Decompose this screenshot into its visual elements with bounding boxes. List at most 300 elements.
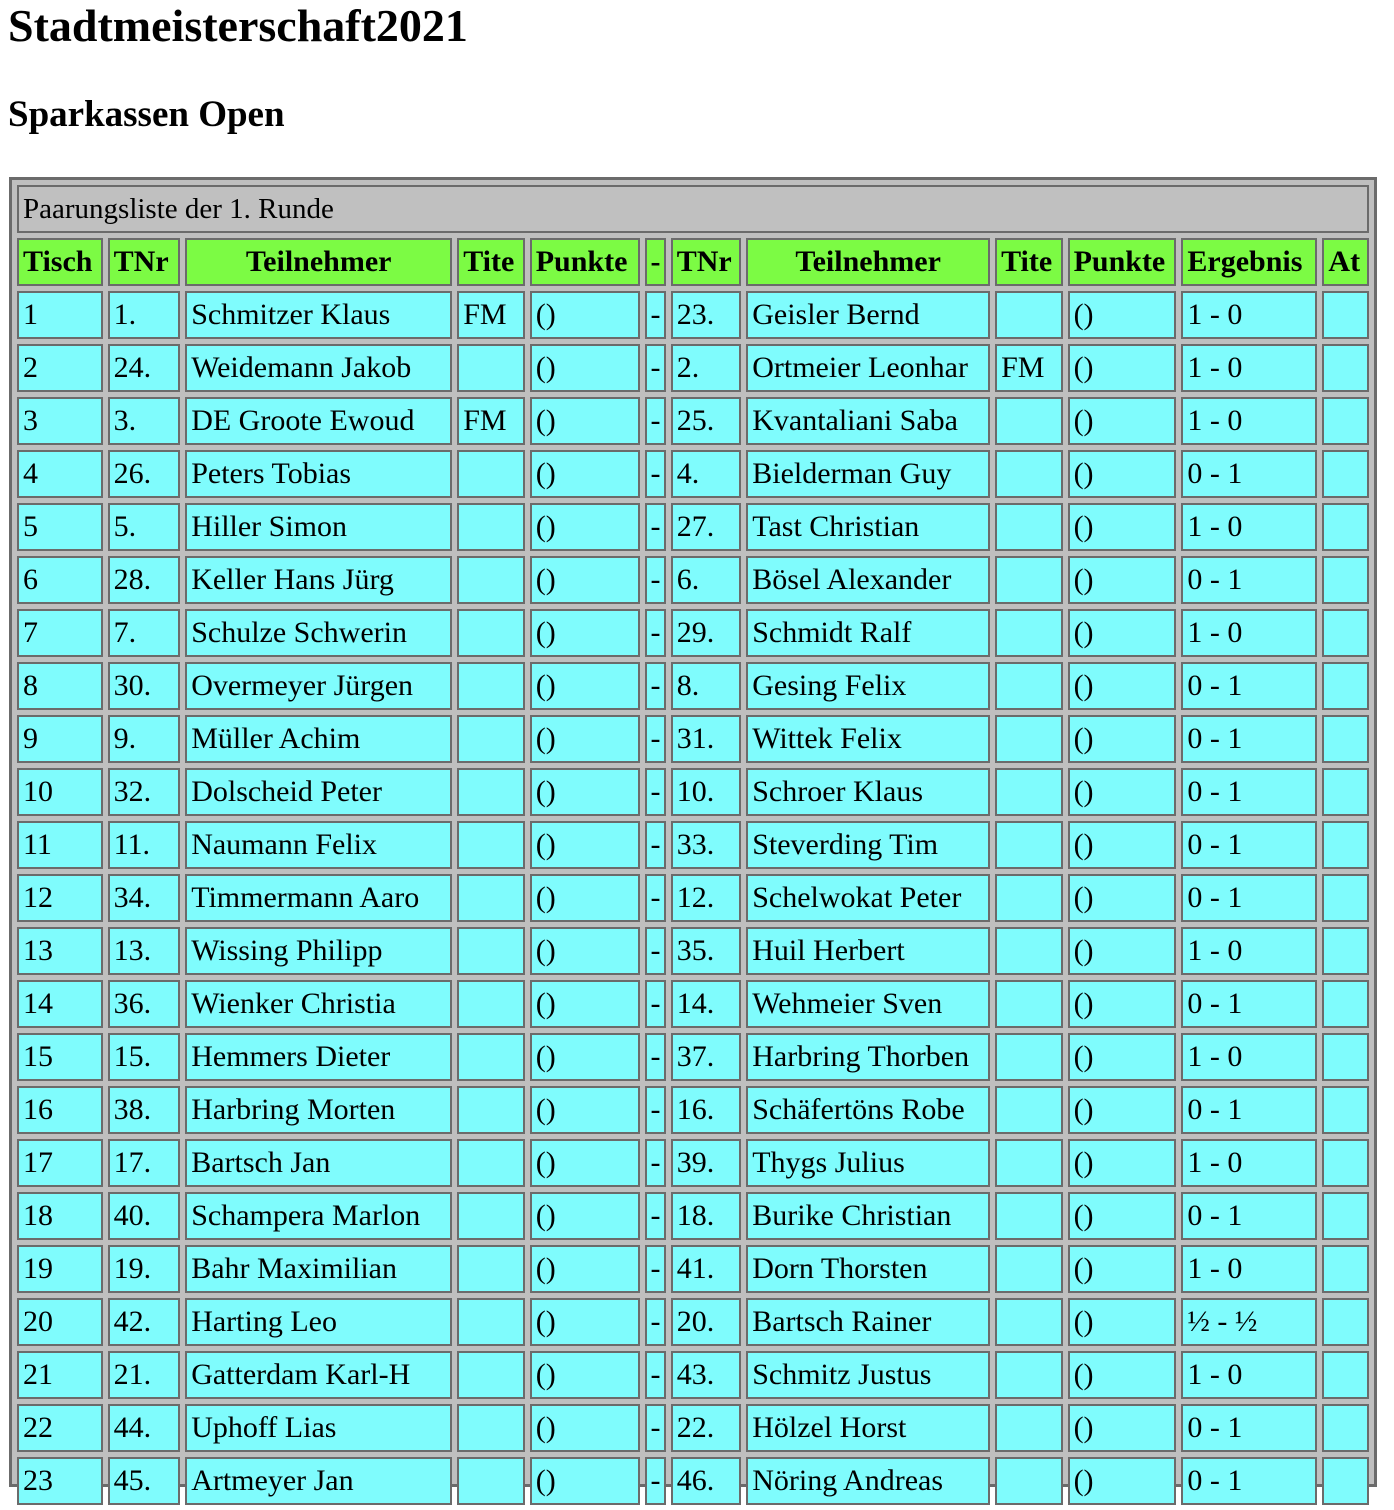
- page-subtitle: Sparkassen Open: [8, 94, 285, 135]
- title-white-cell: [457, 1086, 525, 1134]
- title-white-cell: [457, 662, 525, 710]
- result-cell: 1 - 0: [1181, 1139, 1317, 1187]
- table-row: [17, 1351, 1369, 1399]
- player-black-cell: Nöring Andreas: [746, 1457, 990, 1505]
- title-white-cell: [457, 927, 525, 975]
- tnr-black-cell: 16.: [671, 1086, 742, 1134]
- points-black-cell: (): [1068, 1404, 1177, 1452]
- result-cell: 1 - 0: [1181, 1351, 1317, 1399]
- tnr-white-cell: 36.: [108, 980, 181, 1028]
- tisch-cell: 10: [17, 768, 103, 816]
- points-white-cell: (): [530, 450, 640, 498]
- at-cell: [1322, 980, 1369, 1028]
- tnr-white-cell: 26.: [108, 450, 181, 498]
- player-black-cell: Burike Christian: [746, 1192, 990, 1240]
- points-black-cell: (): [1068, 1033, 1177, 1081]
- table-row: [17, 662, 1369, 710]
- table-row: [17, 344, 1369, 392]
- points-black-cell: (): [1068, 980, 1177, 1028]
- tisch-cell: 4: [17, 450, 103, 498]
- separator-cell: -: [645, 980, 666, 1028]
- player-black-cell: Schmitz Justus: [746, 1351, 990, 1399]
- tnr-black-cell: 43.: [671, 1351, 742, 1399]
- player-black-cell: Schmidt Ralf: [746, 609, 990, 657]
- separator-cell: -: [645, 1351, 666, 1399]
- separator-cell: -: [645, 1298, 666, 1346]
- result-cell: 0 - 1: [1181, 1457, 1317, 1505]
- title-black-cell: [995, 1298, 1063, 1346]
- title-white-cell: [457, 450, 525, 498]
- tnr-black-cell: 41.: [671, 1245, 742, 1293]
- player-black-cell: Kvantaliani Saba: [746, 397, 990, 445]
- player-white-cell: Peters Tobias: [185, 450, 452, 498]
- tnr-black-cell: 6.: [671, 556, 742, 604]
- points-black-cell: (): [1068, 821, 1177, 869]
- tnr-white-cell: 15.: [108, 1033, 181, 1081]
- tnr-white-cell: 19.: [108, 1245, 181, 1293]
- at-cell: [1322, 503, 1369, 551]
- tisch-cell: 16: [17, 1086, 103, 1134]
- points-black-cell: (): [1068, 1139, 1177, 1187]
- tnr-white-cell: 32.: [108, 768, 181, 816]
- title-black-cell: [995, 1404, 1063, 1452]
- tnr-black-cell: 20.: [671, 1298, 742, 1346]
- separator-cell: -: [645, 1404, 666, 1452]
- tnr-white-cell: 7.: [108, 609, 181, 657]
- at-cell: [1322, 874, 1369, 922]
- separator-cell: -: [645, 768, 666, 816]
- tisch-cell: 5: [17, 503, 103, 551]
- at-cell: [1322, 1086, 1369, 1134]
- tisch-cell: 15: [17, 1033, 103, 1081]
- player-black-cell: Schelwokat Peter: [746, 874, 990, 922]
- tisch-cell: 8: [17, 662, 103, 710]
- points-white-cell: (): [530, 1086, 640, 1134]
- tisch-cell: 21: [17, 1351, 103, 1399]
- player-white-cell: DE Groote Ewoud: [185, 397, 452, 445]
- points-white-cell: (): [530, 1457, 640, 1505]
- title-black-cell: [995, 609, 1063, 657]
- points-black-cell: (): [1068, 715, 1177, 763]
- points-white-cell: (): [530, 874, 640, 922]
- player-black-cell: Hölzel Horst: [746, 1404, 990, 1452]
- tisch-cell: 14: [17, 980, 103, 1028]
- header-punkte-black: Punkte: [1068, 238, 1177, 286]
- tnr-black-cell: 25.: [671, 397, 742, 445]
- separator-cell: -: [645, 1457, 666, 1505]
- table-row: [17, 874, 1369, 922]
- title-black-cell: [995, 662, 1063, 710]
- points-white-cell: (): [530, 1033, 640, 1081]
- title-black-cell: [995, 1086, 1063, 1134]
- title-black-cell: [995, 1139, 1063, 1187]
- player-black-cell: Dorn Thorsten: [746, 1245, 990, 1293]
- title-white-cell: [457, 1404, 525, 1452]
- player-white-cell: Wienker Christia: [185, 980, 452, 1028]
- title-black-cell: [995, 291, 1063, 339]
- at-cell: [1322, 1245, 1369, 1293]
- player-white-cell: Dolscheid Peter: [185, 768, 452, 816]
- player-white-cell: Schmitzer Klaus: [185, 291, 452, 339]
- table-row: [17, 768, 1369, 816]
- tnr-white-cell: 21.: [108, 1351, 181, 1399]
- player-black-cell: Tast Christian: [746, 503, 990, 551]
- tnr-white-cell: 40.: [108, 1192, 181, 1240]
- player-white-cell: Overmeyer Jürgen: [185, 662, 452, 710]
- title-white-cell: [457, 503, 525, 551]
- separator-cell: -: [645, 715, 666, 763]
- title-black-cell: [995, 450, 1063, 498]
- player-white-cell: Müller Achim: [185, 715, 452, 763]
- table-caption: Paarungsliste der 1. Runde: [17, 185, 1369, 233]
- player-white-cell: Hemmers Dieter: [185, 1033, 452, 1081]
- tisch-cell: 7: [17, 609, 103, 657]
- tnr-black-cell: 2.: [671, 344, 742, 392]
- player-black-cell: Huil Herbert: [746, 927, 990, 975]
- title-white-cell: [457, 1351, 525, 1399]
- tnr-white-cell: 34.: [108, 874, 181, 922]
- result-cell: 0 - 1: [1181, 715, 1317, 763]
- player-black-cell: Geisler Bernd: [746, 291, 990, 339]
- tnr-black-cell: 35.: [671, 927, 742, 975]
- player-black-cell: Schäfertöns Robe: [746, 1086, 990, 1134]
- player-black-cell: Bielderman Guy: [746, 450, 990, 498]
- title-white-cell: [457, 821, 525, 869]
- separator-cell: -: [645, 556, 666, 604]
- player-black-cell: Thygs Julius: [746, 1139, 990, 1187]
- points-black-cell: (): [1068, 927, 1177, 975]
- header-at: At: [1322, 238, 1369, 286]
- tnr-black-cell: 27.: [671, 503, 742, 551]
- player-black-cell: Bösel Alexander: [746, 556, 990, 604]
- tnr-black-cell: 4.: [671, 450, 742, 498]
- table-row: [17, 1192, 1369, 1240]
- player-black-cell: Bartsch Rainer: [746, 1298, 990, 1346]
- title-white-cell: [457, 1245, 525, 1293]
- tnr-white-cell: 42.: [108, 1298, 181, 1346]
- result-cell: 0 - 1: [1181, 1404, 1317, 1452]
- result-cell: 1 - 0: [1181, 1033, 1317, 1081]
- at-cell: [1322, 768, 1369, 816]
- tisch-cell: 18: [17, 1192, 103, 1240]
- tnr-black-cell: 14.: [671, 980, 742, 1028]
- points-black-cell: (): [1068, 344, 1177, 392]
- header-ergebnis: Ergebnis: [1181, 238, 1317, 286]
- tnr-white-cell: 45.: [108, 1457, 181, 1505]
- player-white-cell: Schulze Schwerin: [185, 609, 452, 657]
- tnr-black-cell: 46.: [671, 1457, 742, 1505]
- title-black-cell: [995, 1033, 1063, 1081]
- player-white-cell: Harbring Morten: [185, 1086, 452, 1134]
- title-black-cell: [995, 821, 1063, 869]
- tnr-white-cell: 24.: [108, 344, 181, 392]
- points-black-cell: (): [1068, 291, 1177, 339]
- separator-cell: -: [645, 1245, 666, 1293]
- tisch-cell: 2: [17, 344, 103, 392]
- result-cell: 0 - 1: [1181, 450, 1317, 498]
- player-black-cell: Ortmeier Leonhar: [746, 344, 990, 392]
- page-title: Stadtmeisterschaft2021: [8, 0, 468, 51]
- separator-cell: -: [645, 1033, 666, 1081]
- title-white-cell: [457, 1298, 525, 1346]
- separator-cell: -: [645, 1086, 666, 1134]
- tisch-cell: 1: [17, 291, 103, 339]
- player-black-cell: Steverding Tim: [746, 821, 990, 869]
- points-white-cell: (): [530, 1298, 640, 1346]
- table-row: [17, 927, 1369, 975]
- title-black-cell: [995, 397, 1063, 445]
- separator-cell: -: [645, 874, 666, 922]
- tisch-cell: 6: [17, 556, 103, 604]
- tnr-white-cell: 1.: [108, 291, 181, 339]
- tnr-black-cell: 33.: [671, 821, 742, 869]
- points-black-cell: (): [1068, 662, 1177, 710]
- at-cell: [1322, 609, 1369, 657]
- at-cell: [1322, 715, 1369, 763]
- at-cell: [1322, 1192, 1369, 1240]
- at-cell: [1322, 1139, 1369, 1187]
- player-white-cell: Wissing Philipp: [185, 927, 452, 975]
- at-cell: [1322, 397, 1369, 445]
- header-punkte-white: Punkte: [530, 238, 640, 286]
- title-black-cell: FM: [995, 344, 1063, 392]
- points-white-cell: (): [530, 821, 640, 869]
- tnr-black-cell: 22.: [671, 1404, 742, 1452]
- points-black-cell: (): [1068, 397, 1177, 445]
- points-black-cell: (): [1068, 503, 1177, 551]
- at-cell: [1322, 662, 1369, 710]
- at-cell: [1322, 1033, 1369, 1081]
- table-row: [17, 1139, 1369, 1187]
- at-cell: [1322, 1298, 1369, 1346]
- title-white-cell: [457, 609, 525, 657]
- tisch-cell: 22: [17, 1404, 103, 1452]
- result-cell: 1 - 0: [1181, 927, 1317, 975]
- tnr-white-cell: 13.: [108, 927, 181, 975]
- pairings-table: [12, 180, 1374, 1510]
- table-row: [17, 450, 1369, 498]
- points-black-cell: (): [1068, 1351, 1177, 1399]
- player-black-cell: Wehmeier Sven: [746, 980, 990, 1028]
- points-white-cell: (): [530, 927, 640, 975]
- result-cell: 1 - 0: [1181, 609, 1317, 657]
- tisch-cell: 3: [17, 397, 103, 445]
- table-row: [17, 1457, 1369, 1505]
- points-white-cell: (): [530, 662, 640, 710]
- points-white-cell: (): [530, 1192, 640, 1240]
- points-white-cell: (): [530, 1404, 640, 1452]
- player-white-cell: Keller Hans Jürg: [185, 556, 452, 604]
- at-cell: [1322, 927, 1369, 975]
- points-white-cell: (): [530, 1351, 640, 1399]
- player-white-cell: Harting Leo: [185, 1298, 452, 1346]
- title-black-cell: [995, 1192, 1063, 1240]
- header-tnr-white: TNr: [108, 238, 181, 286]
- points-white-cell: (): [530, 768, 640, 816]
- at-cell: [1322, 291, 1369, 339]
- title-white-cell: [457, 344, 525, 392]
- tnr-black-cell: 18.: [671, 1192, 742, 1240]
- points-black-cell: (): [1068, 1245, 1177, 1293]
- player-black-cell: Schroer Klaus: [746, 768, 990, 816]
- table-row: [17, 980, 1369, 1028]
- player-white-cell: Gatterdam Karl-H: [185, 1351, 452, 1399]
- title-white-cell: [457, 768, 525, 816]
- tisch-cell: 12: [17, 874, 103, 922]
- tnr-black-cell: 31.: [671, 715, 742, 763]
- header-titel-white: Tite: [457, 238, 525, 286]
- result-cell: 1 - 0: [1181, 503, 1317, 551]
- result-cell: 0 - 1: [1181, 1086, 1317, 1134]
- points-white-cell: (): [530, 556, 640, 604]
- tnr-black-cell: 39.: [671, 1139, 742, 1187]
- player-white-cell: Naumann Felix: [185, 821, 452, 869]
- points-white-cell: (): [530, 503, 640, 551]
- separator-cell: -: [645, 821, 666, 869]
- table-row: [17, 1404, 1369, 1452]
- result-cell: 0 - 1: [1181, 980, 1317, 1028]
- title-black-cell: [995, 874, 1063, 922]
- title-white-cell: [457, 874, 525, 922]
- table-row: [17, 556, 1369, 604]
- title-white-cell: [457, 1139, 525, 1187]
- title-white-cell: FM: [457, 397, 525, 445]
- tisch-cell: 23: [17, 1457, 103, 1505]
- header-tisch: Tisch: [17, 238, 103, 286]
- points-white-cell: (): [530, 609, 640, 657]
- tnr-white-cell: 11.: [108, 821, 181, 869]
- points-black-cell: (): [1068, 450, 1177, 498]
- result-cell: 0 - 1: [1181, 662, 1317, 710]
- title-white-cell: [457, 980, 525, 1028]
- tisch-cell: 11: [17, 821, 103, 869]
- points-white-cell: (): [530, 715, 640, 763]
- tnr-black-cell: 8.: [671, 662, 742, 710]
- at-cell: [1322, 1404, 1369, 1452]
- result-cell: 0 - 1: [1181, 1192, 1317, 1240]
- separator-cell: -: [645, 344, 666, 392]
- pairings-body: [17, 291, 1369, 1505]
- points-black-cell: (): [1068, 1457, 1177, 1505]
- title-black-cell: [995, 1457, 1063, 1505]
- header-teilnehmer-white: Teilnehmer: [185, 238, 452, 286]
- at-cell: [1322, 1457, 1369, 1505]
- result-cell: 0 - 1: [1181, 821, 1317, 869]
- title-black-cell: [995, 715, 1063, 763]
- at-cell: [1322, 821, 1369, 869]
- title-black-cell: [995, 768, 1063, 816]
- tnr-black-cell: 29.: [671, 609, 742, 657]
- separator-cell: -: [645, 662, 666, 710]
- title-white-cell: [457, 1192, 525, 1240]
- tnr-black-cell: 12.: [671, 874, 742, 922]
- points-black-cell: (): [1068, 1192, 1177, 1240]
- title-white-cell: FM: [457, 291, 525, 339]
- points-white-cell: (): [530, 291, 640, 339]
- tnr-white-cell: 5.: [108, 503, 181, 551]
- at-cell: [1322, 450, 1369, 498]
- points-black-cell: (): [1068, 768, 1177, 816]
- at-cell: [1322, 1351, 1369, 1399]
- result-cell: 1 - 0: [1181, 397, 1317, 445]
- tnr-black-cell: 23.: [671, 291, 742, 339]
- tisch-cell: 20: [17, 1298, 103, 1346]
- title-black-cell: [995, 927, 1063, 975]
- result-cell: 0 - 1: [1181, 874, 1317, 922]
- caption-row: [17, 185, 1369, 233]
- title-black-cell: [995, 1351, 1063, 1399]
- points-black-cell: (): [1068, 609, 1177, 657]
- separator-cell: -: [645, 1192, 666, 1240]
- tisch-cell: 9: [17, 715, 103, 763]
- player-white-cell: Bahr Maximilian: [185, 1245, 452, 1293]
- separator-cell: -: [645, 927, 666, 975]
- points-black-cell: (): [1068, 1086, 1177, 1134]
- points-black-cell: (): [1068, 556, 1177, 604]
- tnr-white-cell: 28.: [108, 556, 181, 604]
- title-white-cell: [457, 715, 525, 763]
- at-cell: [1322, 344, 1369, 392]
- player-black-cell: Wittek Felix: [746, 715, 990, 763]
- table-row: [17, 291, 1369, 339]
- tnr-white-cell: 44.: [108, 1404, 181, 1452]
- tnr-white-cell: 30.: [108, 662, 181, 710]
- player-white-cell: Hiller Simon: [185, 503, 452, 551]
- header-titel-black: Tite: [995, 238, 1063, 286]
- tnr-white-cell: 17.: [108, 1139, 181, 1187]
- result-cell: 1 - 0: [1181, 291, 1317, 339]
- player-black-cell: Gesing Felix: [746, 662, 990, 710]
- points-white-cell: (): [530, 344, 640, 392]
- title-white-cell: [457, 556, 525, 604]
- player-white-cell: Artmeyer Jan: [185, 1457, 452, 1505]
- header-tnr-black: TNr: [671, 238, 742, 286]
- points-white-cell: (): [530, 397, 640, 445]
- at-cell: [1322, 556, 1369, 604]
- result-cell: 0 - 1: [1181, 768, 1317, 816]
- points-white-cell: (): [530, 1245, 640, 1293]
- tisch-cell: 13: [17, 927, 103, 975]
- tnr-black-cell: 10.: [671, 768, 742, 816]
- tisch-cell: 19: [17, 1245, 103, 1293]
- points-white-cell: (): [530, 1139, 640, 1187]
- title-white-cell: [457, 1033, 525, 1081]
- points-white-cell: (): [530, 980, 640, 1028]
- title-black-cell: [995, 556, 1063, 604]
- points-black-cell: (): [1068, 1298, 1177, 1346]
- player-white-cell: Schampera Marlon: [185, 1192, 452, 1240]
- table-row: [17, 1245, 1369, 1293]
- player-white-cell: Uphoff Lias: [185, 1404, 452, 1452]
- title-black-cell: [995, 503, 1063, 551]
- header-row: [17, 238, 1369, 286]
- result-cell: 0 - 1: [1181, 556, 1317, 604]
- result-cell: 1 - 0: [1181, 344, 1317, 392]
- separator-cell: -: [645, 1139, 666, 1187]
- pairings-table-container: [9, 177, 1377, 1497]
- title-black-cell: [995, 1245, 1063, 1293]
- header-teilnehmer-black: Teilnehmer: [746, 238, 990, 286]
- player-white-cell: Timmermann Aaro: [185, 874, 452, 922]
- tnr-white-cell: 9.: [108, 715, 181, 763]
- separator-cell: -: [645, 397, 666, 445]
- player-white-cell: Weidemann Jakob: [185, 344, 452, 392]
- tisch-cell: 17: [17, 1139, 103, 1187]
- table-row: [17, 1033, 1369, 1081]
- table-row: [17, 609, 1369, 657]
- separator-cell: -: [645, 450, 666, 498]
- tnr-black-cell: 37.: [671, 1033, 742, 1081]
